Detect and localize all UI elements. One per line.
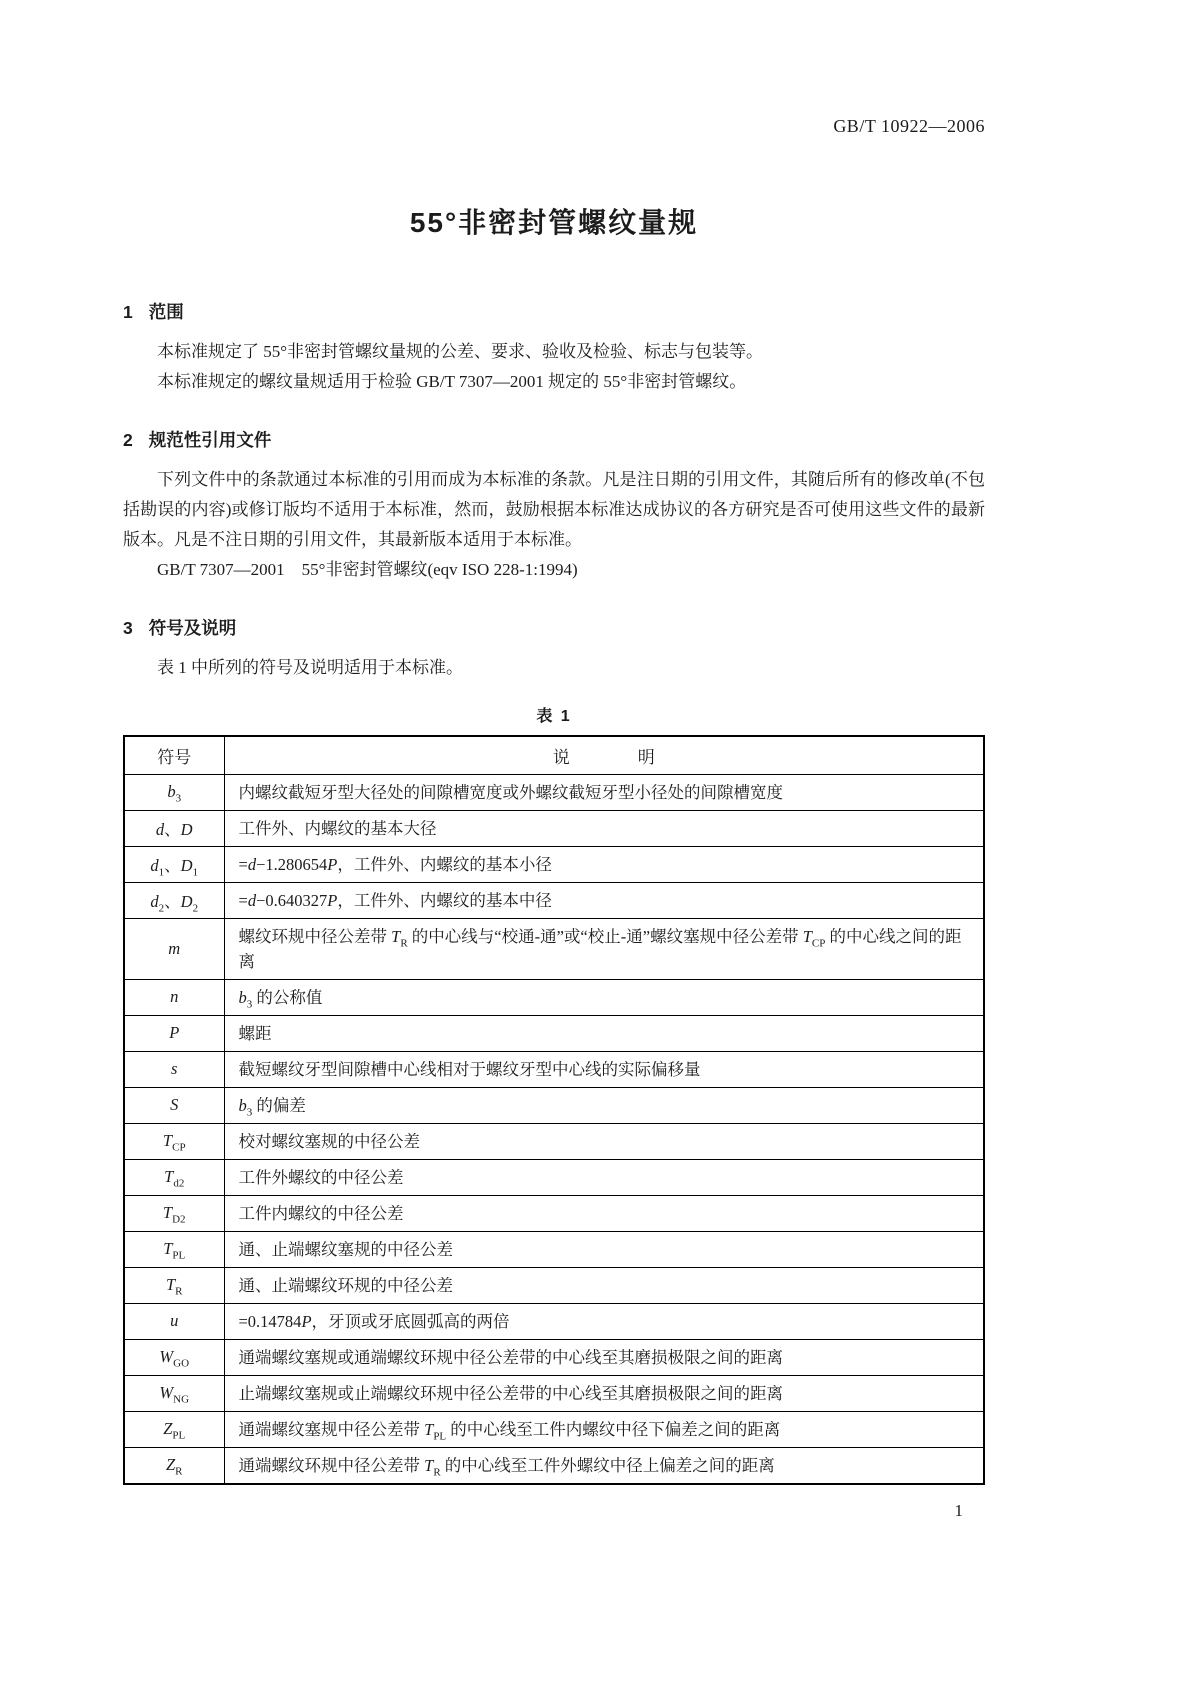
description-cell: 校对螺纹塞规的中径公差 [224,1123,984,1159]
table-row [124,810,984,846]
description-cell: 工件内螺纹的中径公差 [224,1195,984,1231]
section-heading [123,615,985,640]
description-cell: 螺纹环规中径公差带 $T_R$ 的中心线与“校通-通”或“校止-通”螺纹塞规中径公差带 $T_{CP}$ 的中心线之间的距离 [224,918,984,979]
paragraph: 下列文件中的条款通过本标准的引用而成为本标准的条款。凡是注日期的引用文件，其随后所有的修改单(不包括勘误的内容)或修订版均不适用于本标准，然而，鼓励根据本标准达成协议的各方研究是否可使用这些文件的最新版本。凡是不注日期的引用文件，其最新版本适用于本标准。 [123,470,985,549]
section-heading [123,427,985,452]
table-head [124,736,984,774]
section-number: 3 [123,618,133,638]
description-cell: =d−0.640327P，工件外、内螺纹的基本中径 [224,882,984,918]
symbol-cell: $T_{CP}$ [124,1123,224,1159]
section-heading-text: 范围 [148,302,184,322]
symbol-cell: n [124,979,224,1015]
table-row [124,1087,984,1123]
table-row [124,1411,984,1447]
table-row [124,1015,984,1051]
description-cell: =d−1.280654P，工件外、内螺纹的基本小径 [224,846,984,882]
symbol-cell: $T_R$ [124,1267,224,1303]
table-row [124,1051,984,1087]
section-heading-text: 规范性引用文件 [148,430,272,450]
symbol-cell: $d_1$、$D_1$ [124,846,224,882]
symbol-cell: $Z_{PL}$ [124,1411,224,1447]
table-caption: 表 1 [536,708,572,725]
section-number: 2 [123,430,133,450]
description-cell: 止端螺纹塞规或止端螺纹环规中径公差带的中心线至其磨损极限之间的距离 [224,1375,984,1411]
description-cell: 螺距 [224,1015,984,1051]
section-heading [123,299,985,324]
symbol-cell: $W_{GO}$ [124,1339,224,1375]
symbol-cell: $W_{NG}$ [124,1375,224,1411]
table-row [124,979,984,1015]
section-scope [123,299,985,397]
symbol-cell: $T_{PL}$ [124,1231,224,1267]
section-number: 1 [123,302,133,322]
symbol-cell: $Z_R$ [124,1447,224,1484]
symbol-cell: u [124,1303,224,1339]
standard-number: GB/T 10922—2006 [833,116,985,136]
table-row [124,1447,984,1484]
description-cell: =0.14784P，牙顶或牙底圆弧高的两倍 [224,1303,984,1339]
description-cell: 通端螺纹环规中径公差带 $T_R$ 的中心线至工件外螺纹中径上偏差之间的距离 [224,1447,984,1484]
table-row [124,774,984,810]
table-row [124,918,984,979]
description-cell: 工件外、内螺纹的基本大径 [224,810,984,846]
description-cell: $b_3$ 的偏差 [224,1087,984,1123]
symbol-cell: s [124,1051,224,1087]
table-row [124,1231,984,1267]
table-row [124,882,984,918]
section-heading-text: 符号及说明 [148,618,237,638]
paragraph: 本标准规定了 55°非密封管螺纹量规的公差、要求、验收及检验、标志与包装等。 [157,342,764,361]
description-cell: $b_3$ 的公称值 [224,979,984,1015]
header-row [124,736,984,774]
table-row [124,1195,984,1231]
table-row [124,1267,984,1303]
section-symbols [123,615,985,683]
symbol-cell: P [124,1015,224,1051]
symbol-cell: $T_{d2}$ [124,1159,224,1195]
symbol-cell: $b_3$ [124,774,224,810]
table-row [124,1339,984,1375]
table-row [124,1303,984,1339]
description-cell: 通、止端螺纹塞规的中径公差 [224,1231,984,1267]
symbols-table-body [124,774,984,1484]
table-row [124,1159,984,1195]
reference-entry: GB/T 7307—2001 55°非密封管螺纹(eqv ISO 228-1:1994) [157,560,578,579]
description-cell: 通、止端螺纹环规的中径公差 [224,1267,984,1303]
symbol-cell: $d_2$、$D_2$ [124,882,224,918]
description-column-header: 说 明 [224,736,984,774]
description-cell: 内螺纹截短牙型大径处的间隙槽宽度或外螺纹截短牙型小径处的间隙槽宽度 [224,774,984,810]
description-cell: 截短螺纹牙型间隙槽中心线相对于螺纹牙型中心线的实际偏移量 [224,1051,984,1087]
paragraph: 本标准规定的螺纹量规适用于检验 GB/T 7307—2001 规定的 55°非密封管螺纹。 [157,372,747,391]
table-row [124,1123,984,1159]
table-row [124,846,984,882]
symbol-column-header: 符号 [124,736,224,774]
page-title: 55°非密封管螺纹量规 [409,207,699,238]
symbol-cell: $T_{D2}$ [124,1195,224,1231]
paragraph: 表 1 中所列的符号及说明适用于本标准。 [157,658,463,677]
symbol-cell: d、D [124,810,224,846]
page-number: 1 [954,1500,963,1520]
symbol-cell: m [124,918,224,979]
table-row [124,1375,984,1411]
description-cell: 通端螺纹塞规或通端螺纹环规中径公差带的中心线至其磨损极限之间的距离 [224,1339,984,1375]
description-cell: 工件外螺纹的中径公差 [224,1159,984,1195]
description-cell: 通端螺纹塞规中径公差带 $T_{PL}$ 的中心线至工件内螺纹中径下偏差之间的距离 [224,1411,984,1447]
section-normative-references [123,427,985,585]
symbol-cell: S [124,1087,224,1123]
symbols-table [123,735,985,1485]
